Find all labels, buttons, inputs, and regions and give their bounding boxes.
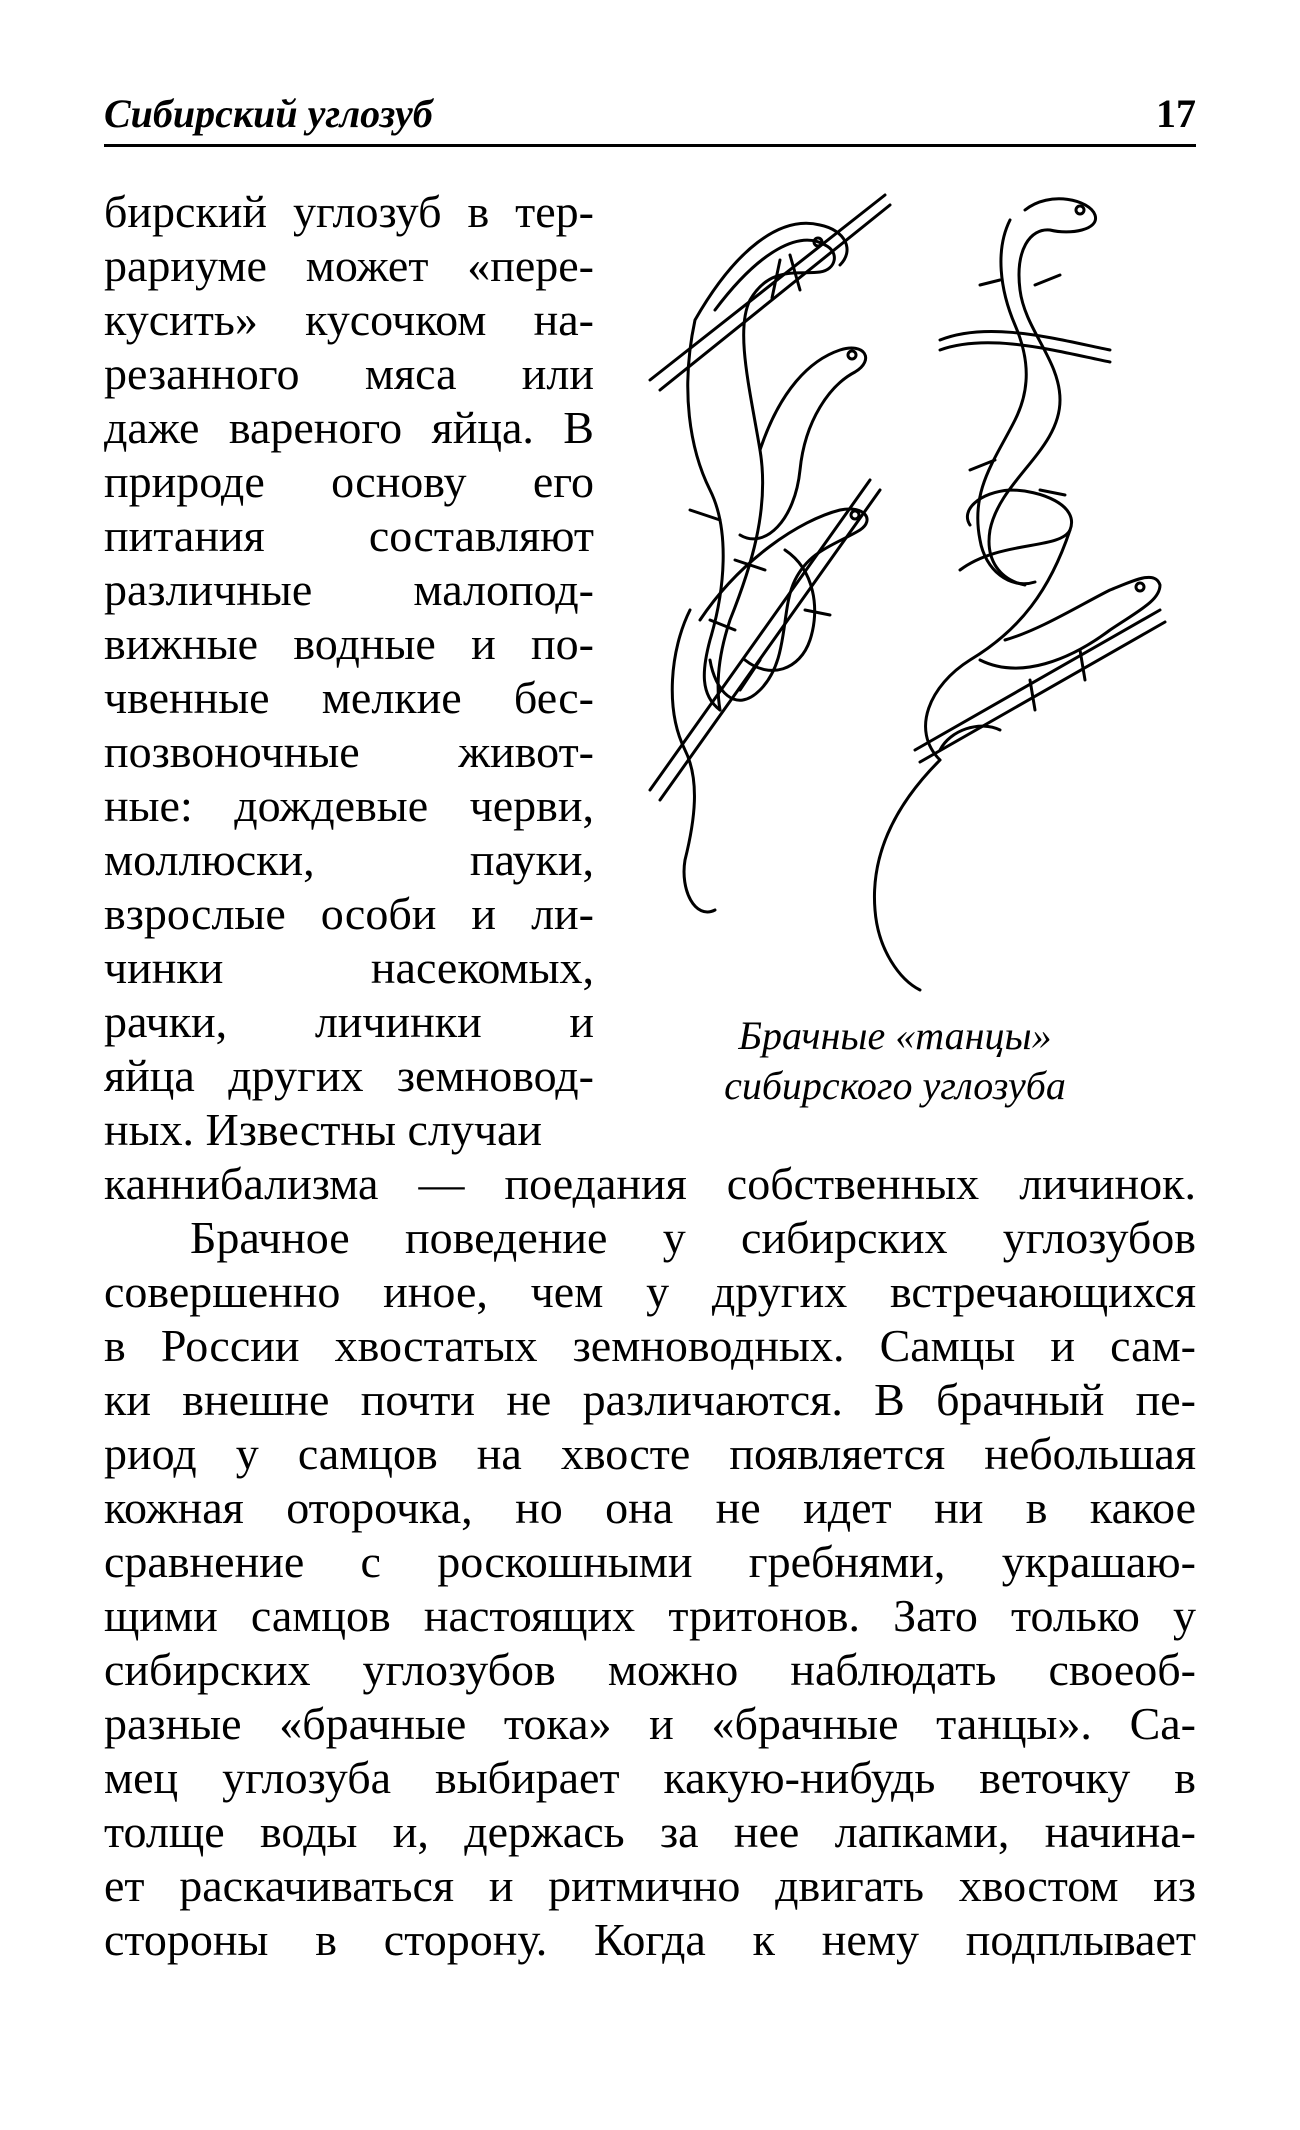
text-line: сравнение с роскошными гребнями, украшаю-: [104, 1536, 1196, 1587]
text-line: ные: дождевые черви,: [104, 780, 594, 831]
text-line: сибирских углозубов можно наблюдать своеоб-: [104, 1644, 1196, 1695]
text-line: питания составляют: [104, 510, 594, 561]
text-line: различные малопод-: [104, 564, 594, 615]
text-line: бирский углозуб в тер-: [104, 186, 594, 237]
text-line: моллюски, пауки,: [104, 834, 594, 885]
text-line: яйца других земновод-: [104, 1050, 594, 1101]
text-line: кусить» кусочком на-: [104, 294, 594, 345]
text-line: чвенные мелкие бес-: [104, 672, 594, 723]
text-line: природе основу его: [104, 456, 594, 507]
text-line: чинки насекомых,: [104, 942, 594, 993]
text-line: ки внешне почти не различаются. В брачный пе-: [104, 1374, 1196, 1425]
paragraph-first-line: Брачное поведение у сибирских углозубов: [190, 1212, 1196, 1263]
figure-caption-line-1: Брачные «танцы»: [738, 1013, 1052, 1058]
running-title: Сибирский углозуб: [104, 91, 433, 136]
text-line: каннибализма — поедания собственных личинок.: [104, 1158, 1196, 1209]
text-line: вижные водные и по-: [104, 618, 594, 669]
text-line: резанного мяса или: [104, 348, 594, 399]
page-number: 17: [1156, 91, 1196, 136]
text-line: стороны в сторону. Когда к нему подплывает: [104, 1914, 1196, 1965]
text-line: рачки, личинки и: [104, 996, 594, 1047]
text-line: щими самцов настоящих тритонов. Зато только у: [104, 1590, 1196, 1641]
text-line: взрослые особи и ли-: [104, 888, 594, 939]
text-line: разные «брачные тока» и «брачные танцы». Са-: [104, 1698, 1196, 1749]
salamander-pair-4: [874, 490, 1165, 990]
text-line: толще воды и, держась за нее лапками, начина-: [104, 1806, 1196, 1857]
text-line: позвоночные живот-: [104, 726, 594, 777]
text-line: ных. Известны случаи: [104, 1104, 543, 1155]
salamander-pair-3: [650, 480, 880, 912]
figure-caption-line-2: сибирского углозуба: [724, 1063, 1066, 1108]
salamander-courtship-illustration: [640, 190, 1190, 1040]
text-line: в России хвостатых земноводных. Самцы и сам-: [104, 1320, 1196, 1371]
salamander-pair-2: [940, 199, 1110, 585]
page-header: [104, 92, 1196, 142]
text-line: ет раскачиваться и ритмично двигать хвостом из: [104, 1860, 1196, 1911]
text-line: мец углозуба выбирает какую-нибудь веточку в: [104, 1752, 1196, 1803]
text-line: совершенно иное, чем у других встречающихся: [104, 1266, 1196, 1317]
text-line: даже вареного яйца. В: [104, 402, 594, 453]
header-rule: [104, 144, 1196, 147]
text-line: рариуме может «пере-: [104, 240, 594, 291]
text-line: кожная оторочка, но она не идет ни в какое: [104, 1482, 1196, 1533]
text-line: риод у самцов на хвосте появляется небольшая: [104, 1428, 1196, 1479]
salamander-pair-1: [650, 195, 890, 710]
